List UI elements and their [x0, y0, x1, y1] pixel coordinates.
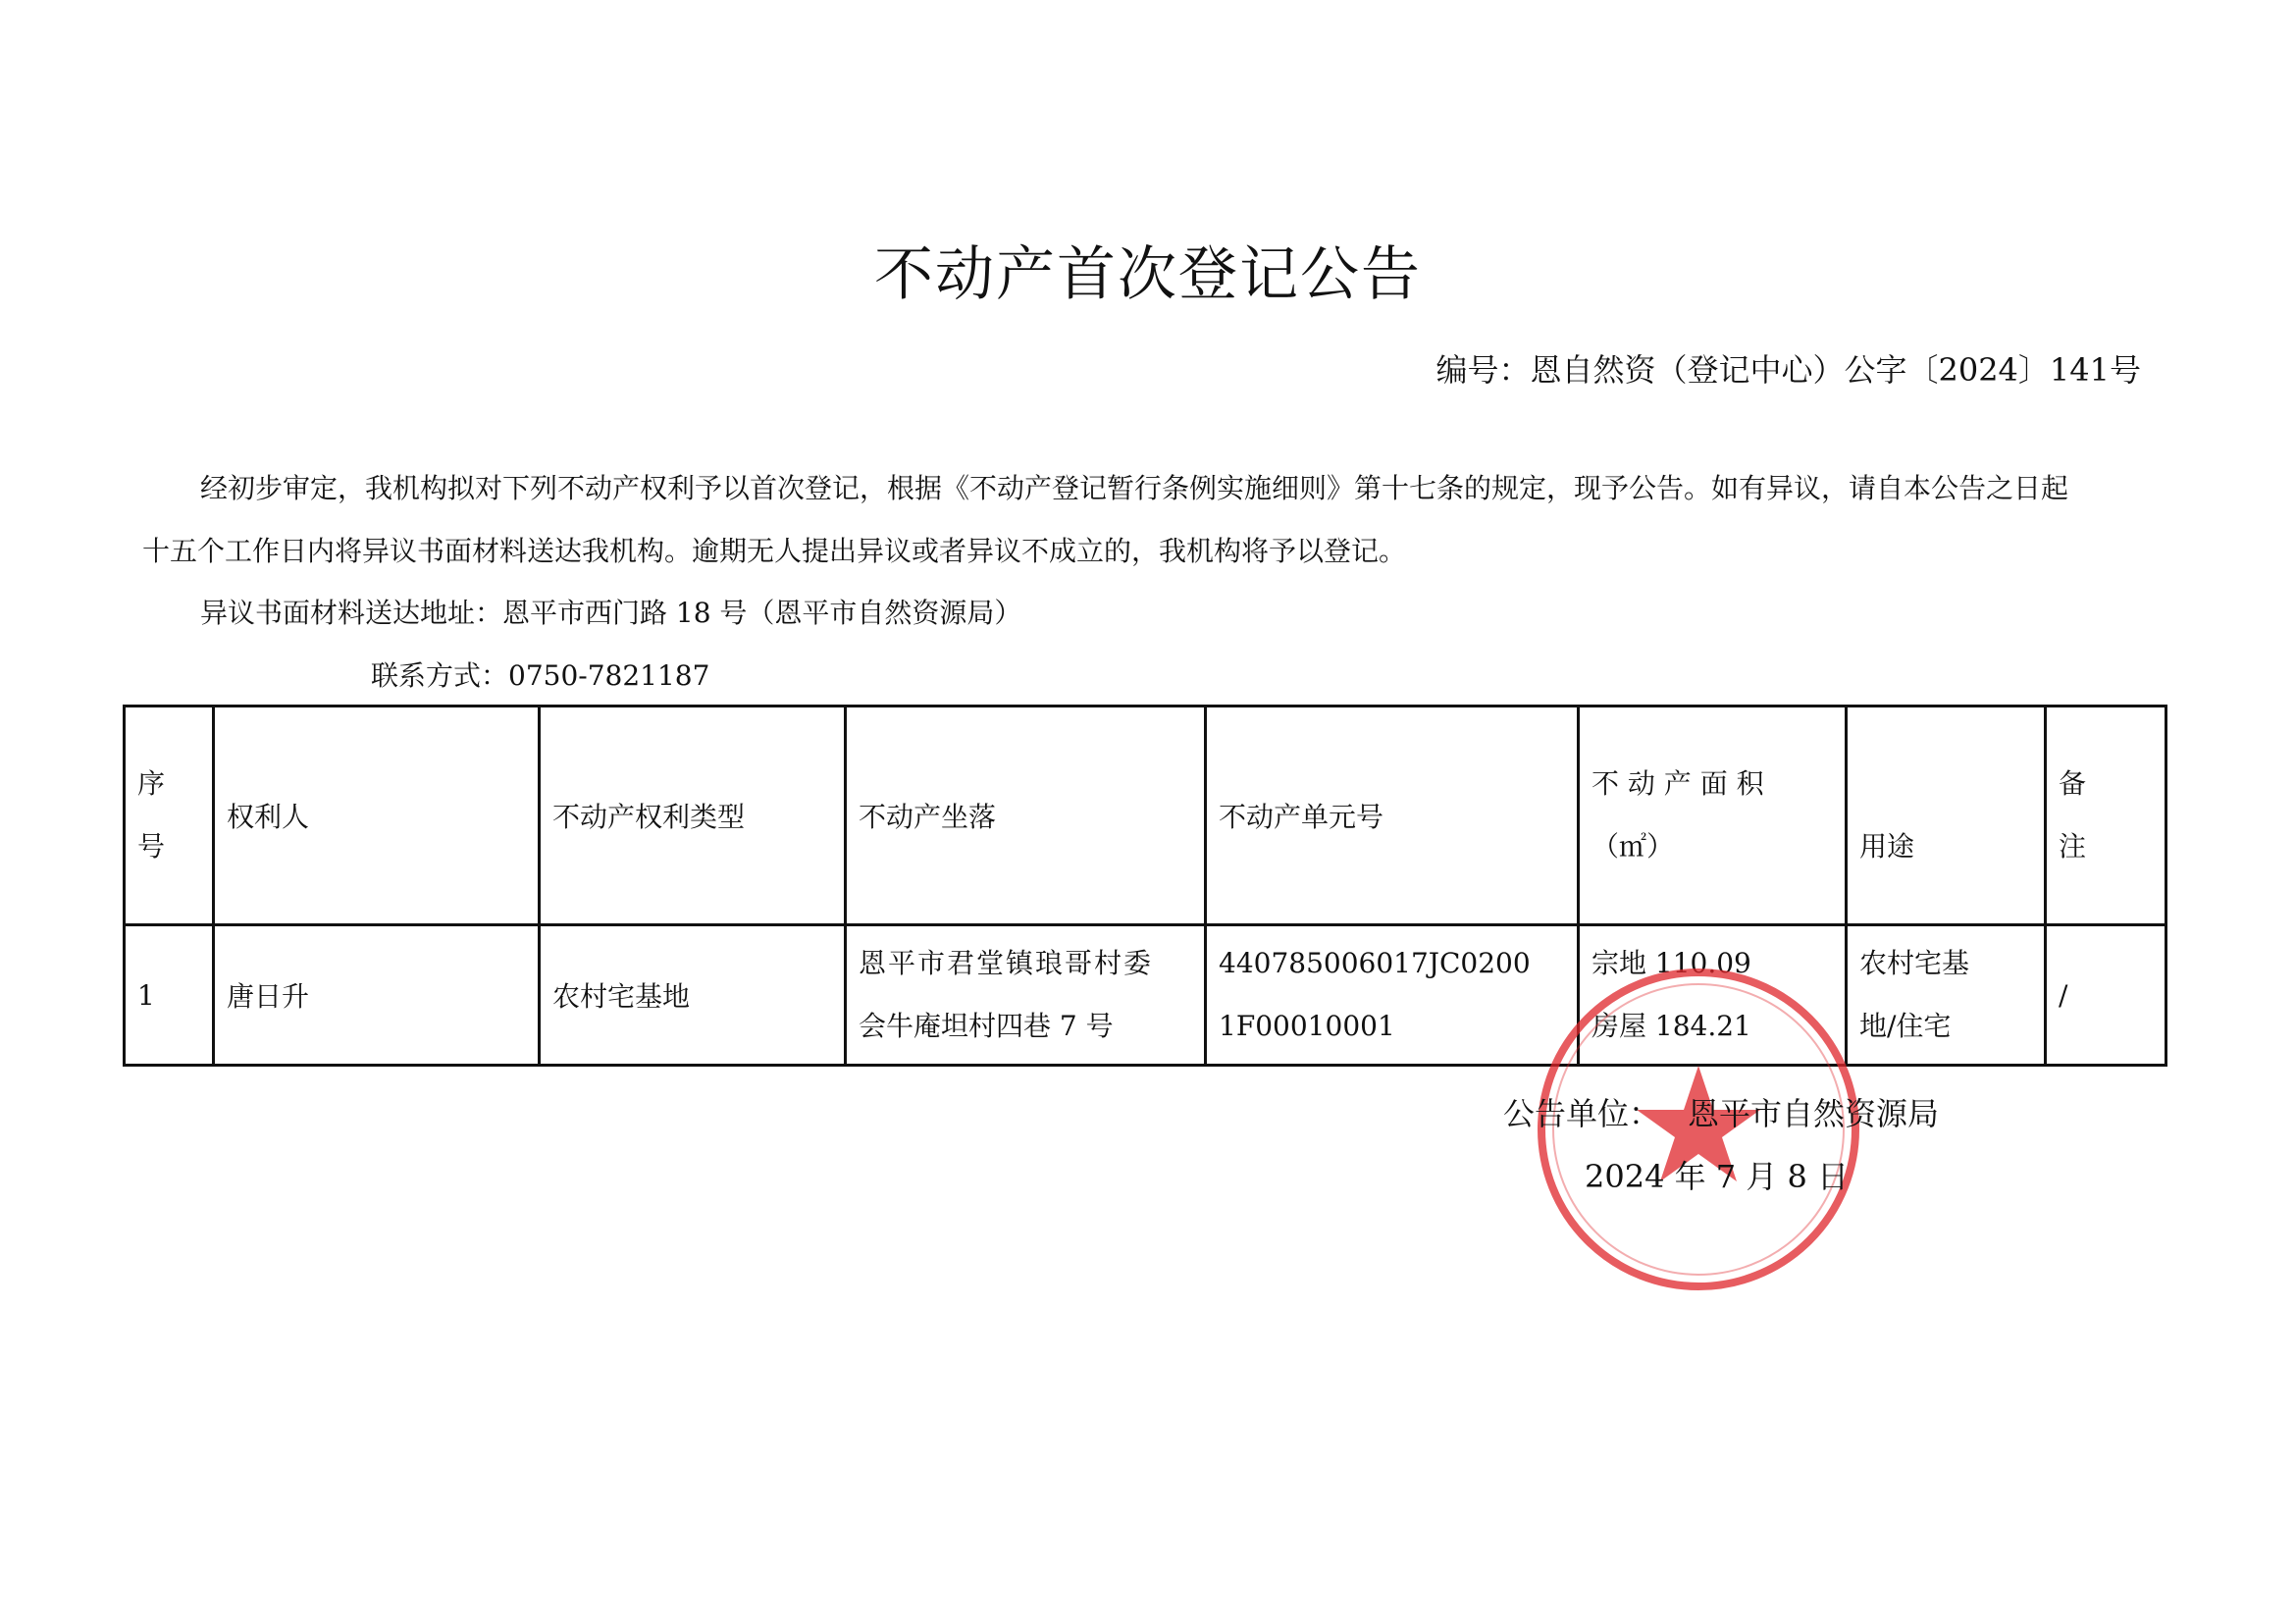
- header-seq: 序 号: [125, 707, 214, 925]
- cell-right-type: 农村宅基地: [540, 925, 846, 1066]
- paragraph-line-2: 十五个工作日内将异议书面材料送达我机构。逾期无人提出异议或者异议不成立的，我机构将予以登记。: [142, 535, 1407, 567]
- cell-usage: 农村宅基 地/住宅: [1847, 925, 2046, 1066]
- header-right-type: 不动产权利类型: [540, 707, 846, 925]
- issuer-line: [1503, 1089, 1939, 1134]
- document-number: 编号：恩自然资（登记中心）公字〔2024〕141号: [1435, 351, 2141, 389]
- issuer-label: 公告单位：: [1503, 1095, 1661, 1132]
- objection-address: 异议书面材料送达地址：恩平市西门路 18 号（恩平市自然资源局）: [200, 597, 1022, 629]
- header-location: 不动产坐落: [846, 707, 1206, 925]
- header-note: 备 注: [2046, 707, 2166, 925]
- cell-area: 宗地 110.09 房屋 184.21: [1579, 925, 1847, 1066]
- issue-date: 2024 年 7 月 8 日: [1585, 1158, 1850, 1195]
- issuer-name: 恩平市自然资源局: [1688, 1095, 1940, 1132]
- paragraph-line-1: 经初步审定，我机构拟对下列不动产权利予以首次登记，根据《不动产登记暂行条例实施细则》第十七条的规定，现予公告。如有异议，请自本公告之日起: [200, 472, 2069, 504]
- table-header-row: [125, 707, 2166, 925]
- page-title: 不动产首次登记公告: [874, 240, 1422, 309]
- cell-holder: 唐日升: [214, 925, 540, 1066]
- header-area: 不 动 产 面 积 （㎡）: [1579, 707, 1847, 925]
- cell-note: /: [2046, 925, 2166, 1066]
- cell-unit-number: 440785006017JC0200 1F00010001: [1206, 925, 1579, 1066]
- cell-location: 恩平市君堂镇琅哥村委 会牛庵坦村四巷 7 号: [846, 925, 1206, 1066]
- cell-seq: 1: [125, 925, 214, 1066]
- header-unit-number: 不动产单元号: [1206, 707, 1579, 925]
- header-holder: 权利人: [214, 707, 540, 925]
- header-usage: 用途: [1847, 707, 2046, 925]
- contact-info: 联系方式：0750-7821187: [371, 659, 710, 692]
